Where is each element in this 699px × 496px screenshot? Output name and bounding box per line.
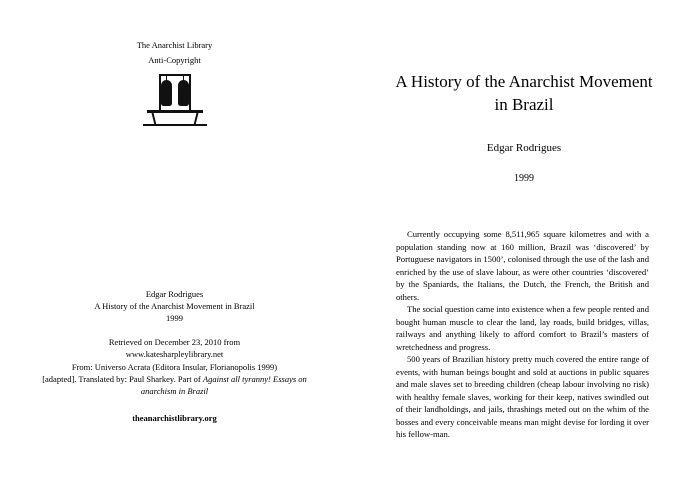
page-year: 1999: [514, 173, 534, 184]
colophon-block: [40, 288, 309, 424]
paragraph: 500 years of Brazilian history pretty much covered the entire range of events, with human beings bought and sold at auctions in public squares and male slaves set to breeding children (cheap labour involving no risk) with healthy female slaves, working for their keep, natives swindled out of their landholdings, and jails, thrashings meted out on the whim of the bosses and every conceivable means man might devise for lording it over his fellow-man.: [396, 354, 649, 439]
page-author: Edgar Rodrigues: [486, 142, 562, 154]
right-page: [349, 0, 699, 496]
paragraph: The social question came into existence when a few people rented and bought human muscle to clear the land, lay roads, build bridges, villas, railways and anything likely to afford comfort to Brazil’s masters of wretchedness and progress.: [396, 304, 649, 352]
colophon-adapted-title: Against all tyranny! Essays on anarchism in Brazil: [140, 374, 307, 397]
left-page: [0, 0, 349, 496]
colophon-retrieved: Retrieved on December 23, 2010 from: [108, 336, 241, 347]
colophon-adapted: [40, 373, 309, 397]
imprint-block: [0, 38, 349, 68]
logo-base: [143, 124, 207, 126]
page-title: A History of the Anarchist Movement in Brazil: [395, 72, 653, 114]
logo-post-right: [189, 74, 191, 111]
paragraph: Currently occupying some 8,511,965 square kilometres and with a population standing now at 160 million, Brazil was ‘discovered’ by Portuguese navigators in 1500’, colonised through the use of the lash and enriched by the use of slave labour, as were other countries ‘discovered’ by the Spaniards, the Italians, the Dutch, the French, the British and others.: [396, 229, 649, 302]
colophon-title: A History of the Anarchist Movement in Brazil: [94, 301, 255, 312]
logo-shape-left: [161, 80, 172, 106]
logo-crossbar: [159, 74, 191, 76]
logo-shape-right: [178, 80, 189, 106]
colophon-source-url[interactable]: www.katesharpleylibrary.net: [125, 348, 224, 359]
colophon-site[interactable]: theanarchistlibrary.org: [132, 412, 217, 423]
anarchist-library-logo-icon: [139, 72, 211, 128]
colophon-year: 1999: [166, 313, 183, 324]
body-text: [396, 228, 649, 441]
colophon-source: From: Universo Acrata (Editora Insular, Florianopolis 1999): [71, 362, 278, 373]
logo-container: [0, 72, 349, 128]
copyright-notice: Anti-Copyright: [148, 55, 201, 65]
colophon-adapted-prefix: [adapted]. Translated by: Paul Sharkey. Part of: [42, 374, 203, 385]
library-name: The Anarchist Library: [136, 40, 213, 50]
colophon-author: Edgar Rodrigues: [145, 289, 204, 299]
logo-platform: [147, 110, 203, 113]
